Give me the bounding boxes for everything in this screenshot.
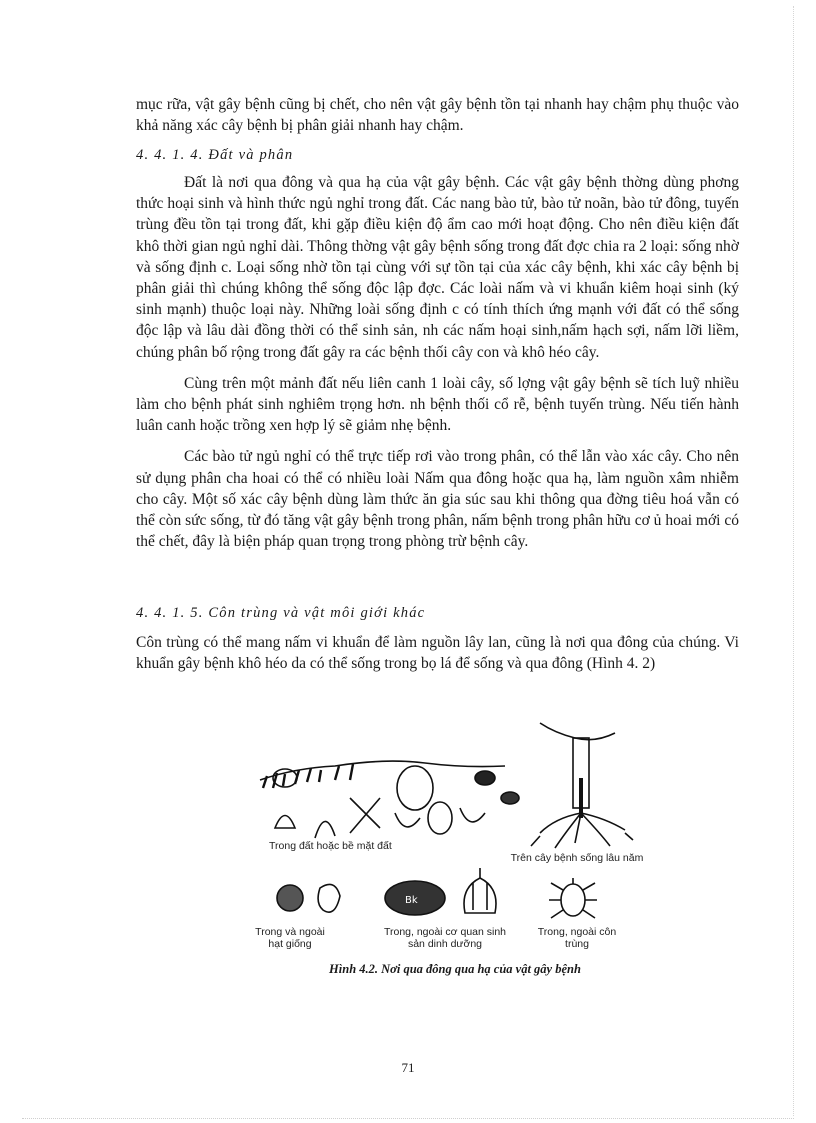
section-4-4-1-5-body <box>136 632 739 674</box>
paragraph: Côn trùng có thể mang nấm vi khuẩn để làm nguồn lây lan, cũng là nơi qua đông của chúng. Vi khuẩn gây bệnh khô héo da có thể sống trong bọ lá để sống và qua đông (Hình 4. 2) <box>136 634 739 673</box>
page-number: 71 <box>401 1060 415 1075</box>
figure-label-insect: Trong, ngoài côn trùng <box>537 926 617 950</box>
figure-label-organ: Trong, ngoài cơ quan sinh sản dinh dưỡng <box>383 926 507 950</box>
section-heading-4-4-1-4: 4. 4. 1. 4. Đất và phân <box>136 147 294 163</box>
figure-label-perennial: Trên cây bệnh sống lâu năm <box>510 852 644 864</box>
section-4-4-1-4-body <box>136 172 739 552</box>
figure-caption: Hình 4.2. Nơi qua đông qua hạ của vật gây bệnh <box>329 962 581 976</box>
soil-scene-drawing <box>260 761 519 838</box>
perennial-tree-drawing <box>531 723 633 848</box>
seed-drawings <box>277 884 340 912</box>
figure-label-soil: Trong đất hoặc bề mặt đất <box>269 840 392 852</box>
paragraph: Cùng trên một mảnh đất nếu liên canh 1 loài cây, số lợng vật gây bệnh sẽ tích luỹ nhiều làm cho bệnh phát sinh nghiêm trọng hơn. nh bệnh thối cổ rễ, bệnh tuyến trùng. Nếu tiến hành luân canh hoặc trồng xen hợp lý sẽ giảm nhẹ bệnh. <box>136 374 739 435</box>
figure-label-seed: Trong và ngoài hạt giống <box>255 926 325 950</box>
svg-text:Bk: Bk <box>405 895 418 906</box>
organ-drawings <box>385 868 496 915</box>
paragraph: Các bào tử ngủ nghỉ có thể trực tiếp rơi vào trong phân, có thể lẫn vào xác cây. Cho nên sử dụng phân cha hoai có thể có nhiều loài Nấm qua đông hoặc qua hạ, làm nguồn xâm nhiễm cho cây. Một số xác cây bệnh dùng làm thức ăn gia súc sau khi thông qua đờng tiêu hoá vẫn có thể còn sức sống, từ đó tăng vật gây bệnh trong phân, nấm bệnh trong phân hữu cơ ủ hoai mới có thể chết, đây là biện pháp quan trọng trong phòng trừ bệnh cây. <box>136 448 739 551</box>
continuation-text: mục rữa, vật gây bệnh cũng bị chết, cho nên vật gây bệnh tồn tại nhanh hay chậm phụ thuộc vào khả năng xác cây bệnh bị phân giải nhanh hay chậm. <box>136 96 739 135</box>
page-border-bottom <box>22 1118 794 1119</box>
insect-drawing <box>549 878 597 918</box>
paragraph: Đất là nơi qua đông và qua hạ của vật gây bệnh. Các vật gây bệnh thờng dùng phơng thức hoại sinh và hình thức ngủ nghỉ trong đất. Các nang bào tử, bào tử noãn, bào tử đông, tuyến trùng đều tồn tại trong đất, khi gặp điều kiện độ ẩm cao mới hoạt động. Cho nên điều kiện đất khô thời gian ngủ nghỉ dài. Thông thờng vật gây bệnh sống trong đất đợc chia ra 2 loại: sống nhờ và sống định c. Loại sống nhờ tồn tại cùng với sự tồn tại của xác cây bệnh, khi xác cây bệnh bị phân giải thì chúng không thể sống độc lập đợc. Các loài nấm và vi khuẩn kiêm hoại sinh (ký sinh mạnh) thuộc loại này. Những loài sống định c có tính thích ứng mạnh với đất có thể sống độc lập và lâu dài đồng thời có thể sinh sản, nh các nấm hoại sinh,nấm hạch sợi, nấm lỡi liềm, chúng phân bố rộng trong đất gây ra các bệnh thối cây con và khô héo cây. <box>136 174 739 361</box>
continuation-paragraph <box>136 94 739 136</box>
page-border-right <box>793 6 794 1116</box>
section-heading-4-4-1-5: 4. 4. 1. 5. Côn trùng và vật môi giới khác <box>136 605 426 621</box>
figure-4-2 <box>255 718 655 980</box>
figure-illustration <box>255 718 655 958</box>
